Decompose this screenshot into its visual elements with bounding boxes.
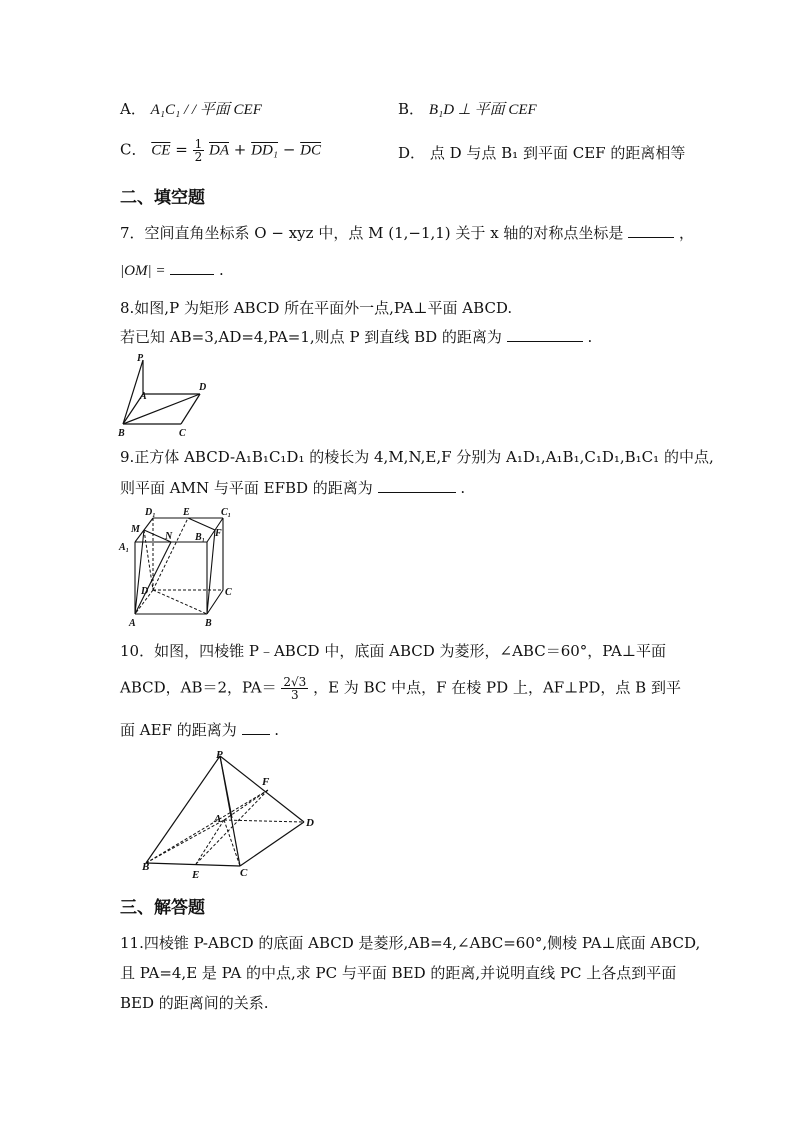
q7-comma: ， [678, 224, 694, 242]
fig9-label-n: N [165, 531, 173, 542]
q8-period: . [587, 328, 593, 346]
q7-answer-blank-1[interactable] [628, 223, 674, 238]
choice-b [398, 98, 537, 119]
section-title-fill-in: 二、填空题 [120, 188, 205, 208]
fig9-label-e: E [183, 507, 190, 518]
q7-om-expr: |OM| = [120, 263, 166, 279]
fig9-label-d: D [141, 586, 149, 597]
question-8-line-2 [120, 326, 592, 347]
choice-c-label: C． [120, 140, 147, 159]
question-7-line-2 [120, 260, 224, 280]
choice-c [120, 138, 321, 163]
fig9-label-f: F [215, 528, 222, 539]
choice-a-label: A． [120, 100, 146, 118]
figure-10-rhombus-pyramid [138, 748, 323, 883]
q8-text: 若已知 AB=3,AD=4,PA=1,则点 P 到直线 BD 的距离为 [120, 328, 502, 346]
fig8-label-c: C [179, 428, 186, 438]
fig10-label-p: P [216, 749, 223, 761]
q10-period: . [274, 721, 280, 739]
choice-c-plus: + [233, 140, 247, 159]
fig10-label-b: B [142, 861, 150, 873]
choice-c-minus: − [282, 140, 296, 159]
q7-text: 7．空间直角坐标系 O − xyz 中，点 M (1,−1,1) 关于 x 轴的对称点坐标是 [120, 224, 624, 242]
choice-d-label: D． [398, 144, 426, 162]
question-9-line-2 [120, 477, 465, 498]
fig10-label-a: A [214, 813, 222, 825]
q7-answer-blank-2[interactable] [170, 260, 214, 275]
fig8-label-a: A [140, 391, 147, 402]
question-10-line-3 [120, 719, 279, 740]
section-title-solutions: 三、解答题 [120, 898, 205, 918]
choice-a [120, 98, 262, 119]
choice-b-text: B₁D ⊥ 平面 CEF [428, 102, 537, 118]
question-9-line-1: 9.正方体 ABCD-A₁B₁C₁D₁ 的棱长为 4,M,N,E,F 分别为 A₁D₁,A₁B₁,C₁D₁,B₁C₁ 的中点, [120, 448, 714, 466]
q10-text-a: ABCD，AB＝2，PA＝ [120, 678, 277, 697]
fig9-label-c1: C₁ [221, 507, 232, 518]
fig9-label-a1: A₁ [119, 542, 130, 553]
choice-c-eq: = [175, 140, 188, 159]
q10-frac-num: 2√3 [283, 675, 307, 689]
question-11-line-1: 11.四棱锥 P-ABCD 的底面 ABCD 是菱形,AB=4,∠ABC=60°,侧棱 PA⊥底面 ABCD, [120, 934, 701, 952]
q7-period: . [219, 261, 224, 279]
q9-text: 则平面 AMN 与平面 EFBD 的距离为 [120, 479, 373, 497]
choice-b-label: B． [398, 100, 425, 118]
fig9-label-b: B [205, 618, 212, 629]
fig10-label-d: D [306, 817, 314, 829]
fig8-label-p: P [137, 353, 144, 364]
fig9-label-b1: B₁ [195, 532, 206, 543]
question-10-line-2 [120, 676, 681, 701]
fig9-label-a: A [129, 618, 136, 629]
choice-c-vec-dc: $\overline{DC}$ [300, 142, 322, 159]
question-8-line-1: 8.如图,P 为矩形 ABCD 所在平面外一点,PA⊥平面 ABCD. [120, 299, 513, 317]
question-11-line-2: 且 PA=4,E 是 PA 的中点,求 PC 与平面 BED 的距离,并说明直线 PC 上各点到平面 [120, 964, 677, 982]
choice-d [398, 142, 685, 163]
q8-answer-blank[interactable] [507, 327, 583, 342]
fig10-label-e: E [192, 869, 200, 881]
q9-period: . [460, 479, 466, 497]
question-10-line-1: 10．如图，四棱锥 P﹣ABCD 中，底面 ABCD 为菱形，∠ABC＝60°，PA⊥平面 [120, 642, 666, 660]
q10-text-c: 面 AEF 的距离为 [120, 721, 237, 739]
figure-9-cube [115, 502, 240, 632]
figure-8-rectangle-pyramid [115, 352, 225, 438]
q10-text-b: ，E 为 BC 中点，F 在棱 PD 上，AF⊥PD，点 B 到平 [313, 678, 681, 697]
choice-c-frac-den: 2 [194, 150, 203, 164]
choice-c-frac-num: 1 [194, 137, 203, 151]
fig9-label-d1: D₁ [145, 507, 156, 518]
choice-d-text: 点 D 与点 B₁ 到平面 CEF 的距离相等 [429, 144, 686, 162]
choice-a-text: A₁C₁ / / 平面 CEF [150, 102, 262, 118]
q10-frac-den: 3 [291, 688, 299, 702]
fig8-label-d: D [199, 382, 207, 393]
choice-c-vec-ce: $\overline{CE}$ [151, 142, 171, 159]
fig10-label-f: F [262, 776, 270, 788]
q10-answer-blank[interactable] [242, 720, 270, 735]
choice-c-vec-da: $\overline{DA}$ [209, 142, 229, 159]
fig8-edge-bd [123, 394, 200, 424]
fig8-label-b: B [118, 428, 125, 438]
q9-answer-blank[interactable] [378, 478, 456, 493]
fig9-label-m: M [131, 524, 140, 535]
fig9-label-c: C [225, 587, 232, 598]
question-11-line-3: BED 的距离间的关系. [120, 994, 269, 1012]
q10-fraction [281, 676, 308, 701]
fig10-label-c: C [240, 867, 248, 879]
choice-c-vec-dd1: DD₁ [251, 142, 279, 159]
choice-c-fraction [193, 138, 205, 163]
fig8-edge-cd [181, 394, 200, 424]
question-7-line-1 [120, 222, 694, 243]
